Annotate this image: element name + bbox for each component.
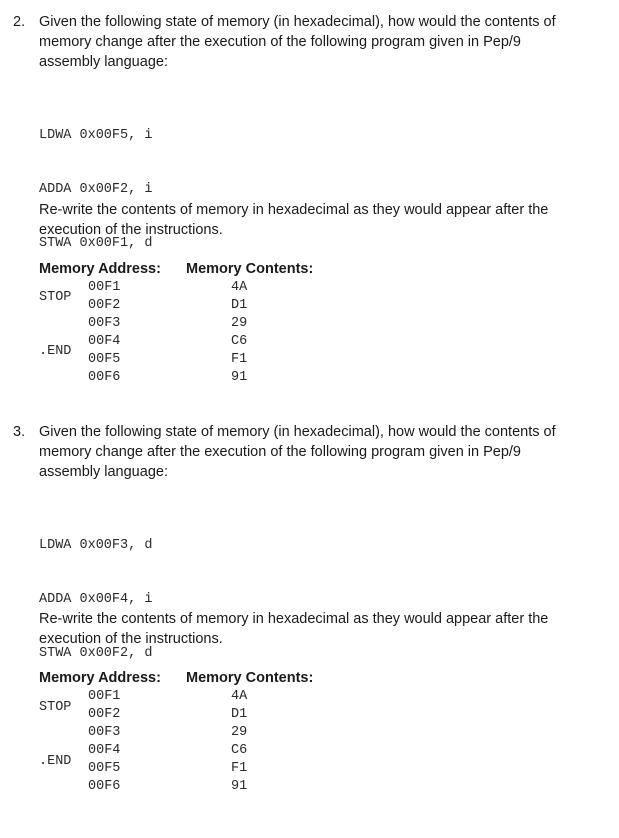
code-line: .END xyxy=(39,344,72,359)
memory-address: 00F5 xyxy=(88,352,121,367)
memory-address-header: Memory Address: xyxy=(39,261,161,277)
memory-address: 00F3 xyxy=(88,725,121,740)
memory-address: 00F2 xyxy=(88,707,121,722)
memory-address-column xyxy=(88,688,120,796)
code-line: STWA 0x00F1, d xyxy=(39,236,153,251)
memory-address: 00F4 xyxy=(88,743,121,758)
question-prompt: Given the following state of memory (in hexadecimal), how would the contents of memory change after the execution of the following program given in Pep/9 assembly language: xyxy=(39,424,556,480)
memory-content: D1 xyxy=(231,298,248,313)
memory-content: 91 xyxy=(231,779,248,794)
code-line: ADDA 0x00F4, i xyxy=(39,592,153,607)
code-line: .END xyxy=(39,754,72,769)
code-line: ADDA 0x00F2, i xyxy=(39,182,153,197)
code-line: LDWA 0x00F5, i xyxy=(39,128,153,143)
memory-contents-header: Memory Contents: xyxy=(186,261,314,277)
memory-address: 00F6 xyxy=(88,779,121,794)
memory-address: 00F3 xyxy=(88,316,121,331)
memory-address: 00F2 xyxy=(88,298,121,313)
memory-contents-column xyxy=(231,688,247,796)
question-number: 3. xyxy=(13,424,26,440)
memory-address: 00F1 xyxy=(88,689,121,704)
memory-content: 4A xyxy=(231,689,248,704)
code-line: STWA 0x00F2, d xyxy=(39,646,153,661)
memory-content: C6 xyxy=(231,743,248,758)
code-line: LDWA 0x00F3, d xyxy=(39,538,153,553)
memory-content: 29 xyxy=(231,725,248,740)
memory-content: 91 xyxy=(231,370,248,385)
memory-content: F1 xyxy=(231,352,248,367)
memory-address: 00F1 xyxy=(88,280,121,295)
memory-address-column xyxy=(88,279,120,387)
question-number: 2. xyxy=(13,14,26,30)
rewrite-instruction: Re-write the contents of memory in hexadecimal as they would appear after the execution of the instructions. xyxy=(39,202,549,238)
memory-content: C6 xyxy=(231,334,248,349)
rewrite-instruction: Re-write the contents of memory in hexadecimal as they would appear after the execution of the instructions. xyxy=(39,611,549,647)
memory-address: 00F4 xyxy=(88,334,121,349)
memory-content: D1 xyxy=(231,707,248,722)
question-prompt: Given the following state of memory (in hexadecimal), how would the contents of memory change after the execution of the following program given in Pep/9 assembly language: xyxy=(39,14,556,70)
memory-content: F1 xyxy=(231,761,248,776)
memory-content: 29 xyxy=(231,316,248,331)
memory-address-header: Memory Address: xyxy=(39,670,161,686)
memory-address: 00F5 xyxy=(88,761,121,776)
memory-address: 00F6 xyxy=(88,370,121,385)
code-line: STOP xyxy=(39,290,72,305)
memory-content: 4A xyxy=(231,280,248,295)
memory-contents-column xyxy=(231,279,247,387)
code-line: STOP xyxy=(39,700,72,715)
memory-contents-header: Memory Contents: xyxy=(186,670,314,686)
